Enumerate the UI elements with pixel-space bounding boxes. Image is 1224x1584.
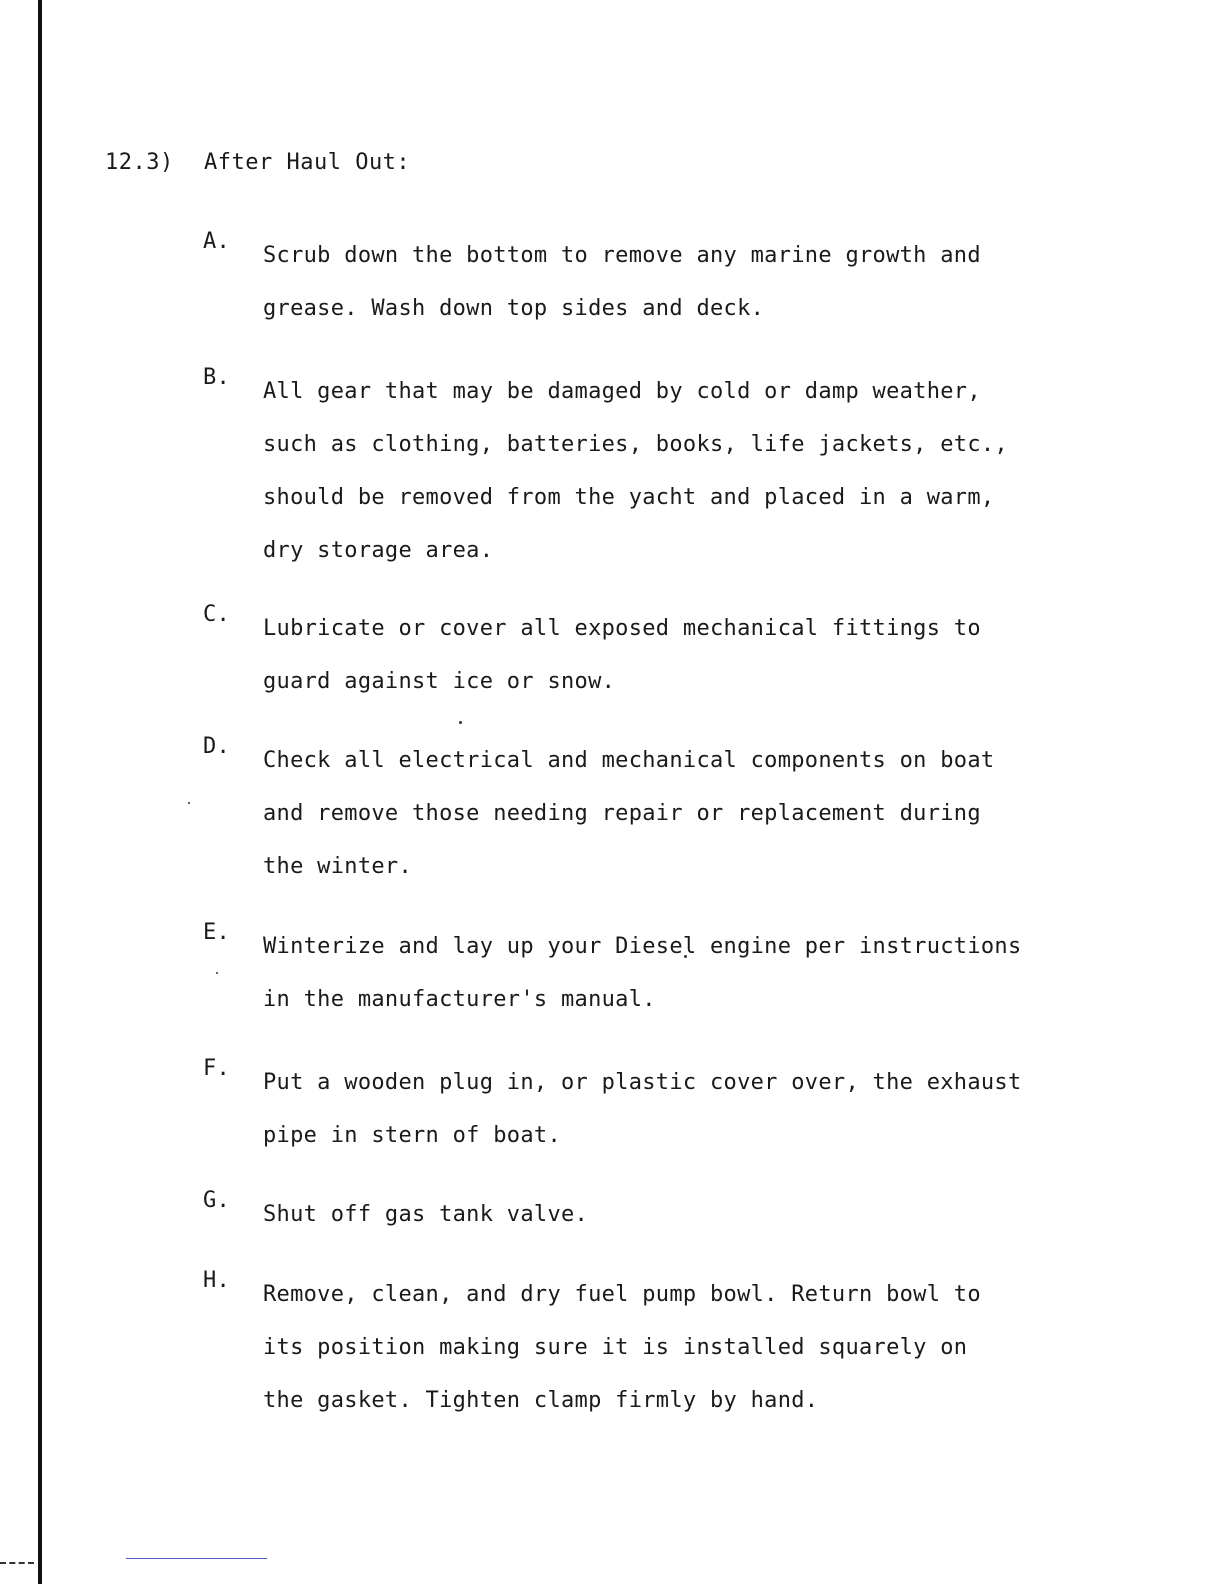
- list-item-text: Scrub down the bottom to remove any marine growth and grease. Wash down top sides and deck.: [263, 243, 981, 321]
- scan-speck: [459, 721, 462, 724]
- page-binding-edge: [38, 0, 42, 1584]
- list-item-letter: D.: [203, 734, 231, 759]
- list-item-text: Winterize and lay up your Diesel engine per instructions in the manufacturer's manual.: [263, 934, 1022, 1012]
- list-item-letter: H.: [203, 1268, 231, 1293]
- list-item-letter: E.: [203, 920, 231, 945]
- section-number: 12.3): [105, 150, 174, 175]
- scan-speck: [216, 972, 218, 974]
- scan-speck: [188, 802, 190, 804]
- list-item-text: Check all electrical and mechanical components on boat and remove those needing repair or replacement during the winter.: [263, 748, 995, 879]
- list-item-text: Put a wooden plug in, or plastic cover over, the exhaust pipe in stern of boat.: [263, 1070, 1022, 1148]
- list-item-letter: F.: [203, 1056, 231, 1081]
- list-item-text: All gear that may be damaged by cold or damp weather, such as clothing, batteries, books, life jackets, etc., should be removed from the yacht and placed in a warm, dry storage area.: [263, 379, 1008, 563]
- section-heading: [105, 150, 410, 175]
- list-item-text: Lubricate or cover all exposed mechanical fittings to guard against ice or snow.: [263, 616, 981, 694]
- list-item-letter: B.: [203, 365, 231, 390]
- corner-crop-mark: [0, 1562, 34, 1564]
- list-item-letter: A.: [203, 229, 231, 254]
- list-item-letter: G.: [203, 1188, 231, 1213]
- footer-rule: [126, 1558, 267, 1559]
- list-item-text: Remove, clean, and dry fuel pump bowl. Return bowl to its position making sure it is installed squarely on the gasket. Tighten clamp firmly by hand.: [263, 1282, 981, 1413]
- section-title: After Haul Out:: [204, 150, 411, 175]
- list-item-letter: C.: [203, 602, 231, 627]
- list-item-text: Shut off gas tank valve.: [263, 1202, 589, 1227]
